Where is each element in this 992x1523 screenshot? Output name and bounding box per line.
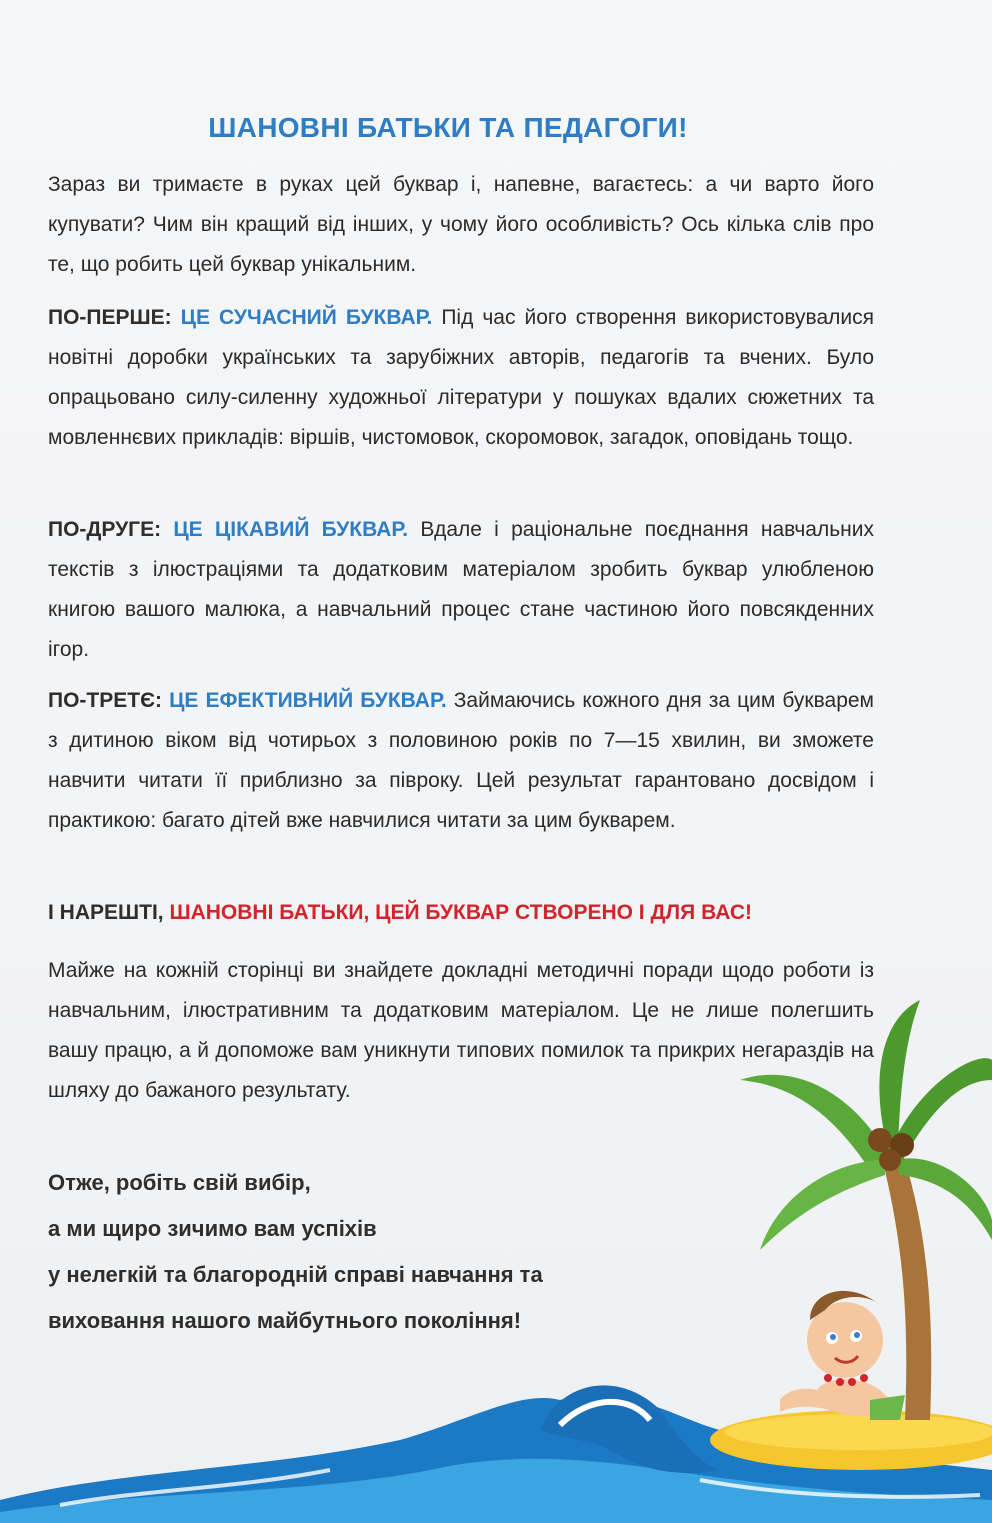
section-third-label: ПО-ТРЕТЄ: <box>48 689 163 712</box>
section-first-headline: ЦЕ СУЧАСНИЙ БУКВАР. <box>180 306 433 329</box>
section-finally-headline: ШАНОВНІ БАТЬКИ, ЦЕЙ БУКВАР СТВОРЕНО І ДЛЯ ВАС! <box>169 901 753 924</box>
section-finally <box>48 893 874 933</box>
closing-line: Отже, робіть свій вибір, <box>48 1170 311 1195</box>
section-second <box>48 510 874 670</box>
closing-line: виховання нашого майбутнього покоління! <box>48 1308 522 1333</box>
closing-line: а ми щиро зичимо вам успіхів <box>48 1216 377 1241</box>
section-third <box>48 681 874 841</box>
sand-island <box>710 1410 992 1470</box>
section-second-label: ПО-ДРУГЕ: <box>48 518 162 541</box>
child-character <box>780 1291 905 1420</box>
closing-wish <box>48 1160 748 1344</box>
tips-paragraph: Майже на кожній сторінці ви знайдете докладні методичні поради щодо роботи із навчальним, ілюстративним та додатковим матеріалом. Це не лише полегшить вашу працю, а й допоможе вам уникнути типових помилок та прикрих негараздів на шляху до бажаного результату. <box>48 959 874 1102</box>
section-third-headline: ЦЕ ЕФЕКТИВНИЙ БУКВАР. <box>169 689 447 712</box>
section-second-text: Вдале і раціональне поєднання навчальних текстів з ілюстраціями та додатковим матеріалом зробить буквар улюбленою книгою вашого малюка, а навчальний процес стане частиною його повсякденних ігор. <box>48 518 874 661</box>
section-first <box>48 298 874 458</box>
closing-line: у нелегкій та благородній справі навчання та <box>48 1262 543 1287</box>
section-first-label: ПО-ПЕРШЕ: <box>48 306 172 329</box>
section-second-headline: ЦЕ ЦІКАВИЙ БУКВАР. <box>173 518 409 541</box>
section-finally-label: І НАРЕШТІ, <box>48 901 164 924</box>
intro-paragraph: Зараз ви тримаєте в руках цей буквар і, напевне, вагаєтесь: а чи варто його купувати? Чим він кращий від інших, у чому його особливість? Ось кілька слів про те, що робить цей буквар унікальним. <box>48 173 874 276</box>
ocean-wave <box>0 1385 992 1523</box>
section-first-text: Під час його створення використовувалися новітні доробки українських та зарубіжних авторів, педагогів та вчених. Було опрацьовано силу-силенну художньої літератури у пошуках вдалих сюжетних та мовленнєвих прикладів: віршів, чистомовок, скоромовок, загадок, оповідань тощо. <box>48 306 875 449</box>
page-title: ШАНОВНІ БАТЬКИ ТА ПЕДАГОГИ! <box>208 112 688 143</box>
section-third-text: Займаючись кожного дня за цим букварем з дитиною віком від чотирьох з половиною років по 7—15 хвилин, ви зможете навчити читати її приблизно за півроку. Цей результат гарантовано досвідом і практикою: багато дітей вже навчилися читати за цим букварем. <box>48 689 874 832</box>
